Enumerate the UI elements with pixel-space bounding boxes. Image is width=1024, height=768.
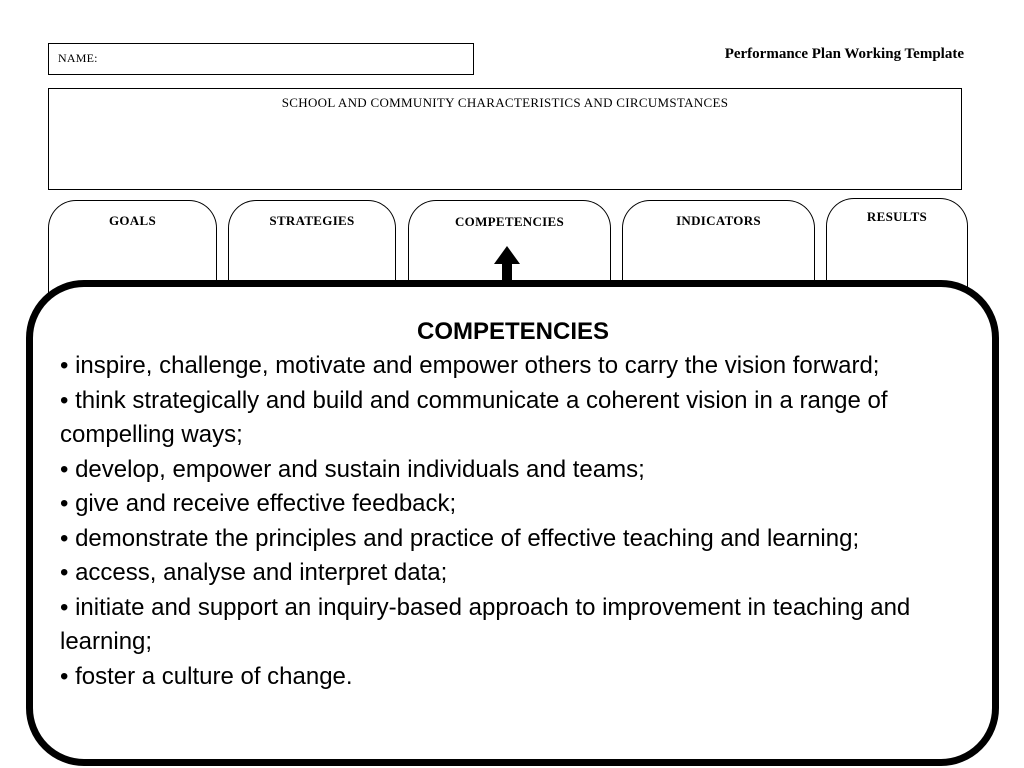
list-item: • develop, empower and sustain individuals and teams; <box>60 455 645 483</box>
name-field <box>48 43 474 75</box>
list-item: • inspire, challenge, motivate and empower others to carry the vision forward; <box>60 352 880 379</box>
tab-results-label: RESULTS <box>866 209 928 224</box>
list-item: • give and receive effective feedback; <box>60 490 457 517</box>
school-community-title: SCHOOL AND COMMUNITY CHARACTERISTICS AND CIRCUMSTANCES <box>281 95 729 110</box>
list-item: • initiate and support an inquiry-based approach to improvement in teaching and learning; <box>60 593 911 655</box>
competencies-list <box>60 349 942 694</box>
list-item: • access, analyse and interpret data; <box>60 559 448 586</box>
list-item: • foster a culture of change. <box>60 662 353 690</box>
list-item: • demonstrate the principles and practice of effective teaching and learning; <box>60 524 860 552</box>
tab-competencies-label: COMPETENCIES <box>454 214 565 229</box>
callout-title: COMPETENCIES <box>416 318 610 345</box>
name-label: NAME: <box>58 51 98 65</box>
list-item: • think strategically and build and communicate a coherent vision in a range of compelling ways; <box>60 386 888 448</box>
competencies-callout <box>26 280 999 766</box>
tab-indicators-label: INDICATORS <box>676 213 761 228</box>
school-community-box <box>48 88 962 190</box>
tab-goals-label: GOALS <box>108 213 156 228</box>
page-title: Performance Plan Working Template <box>724 46 964 62</box>
tab-strategies-label: STRATEGIES <box>269 213 355 228</box>
